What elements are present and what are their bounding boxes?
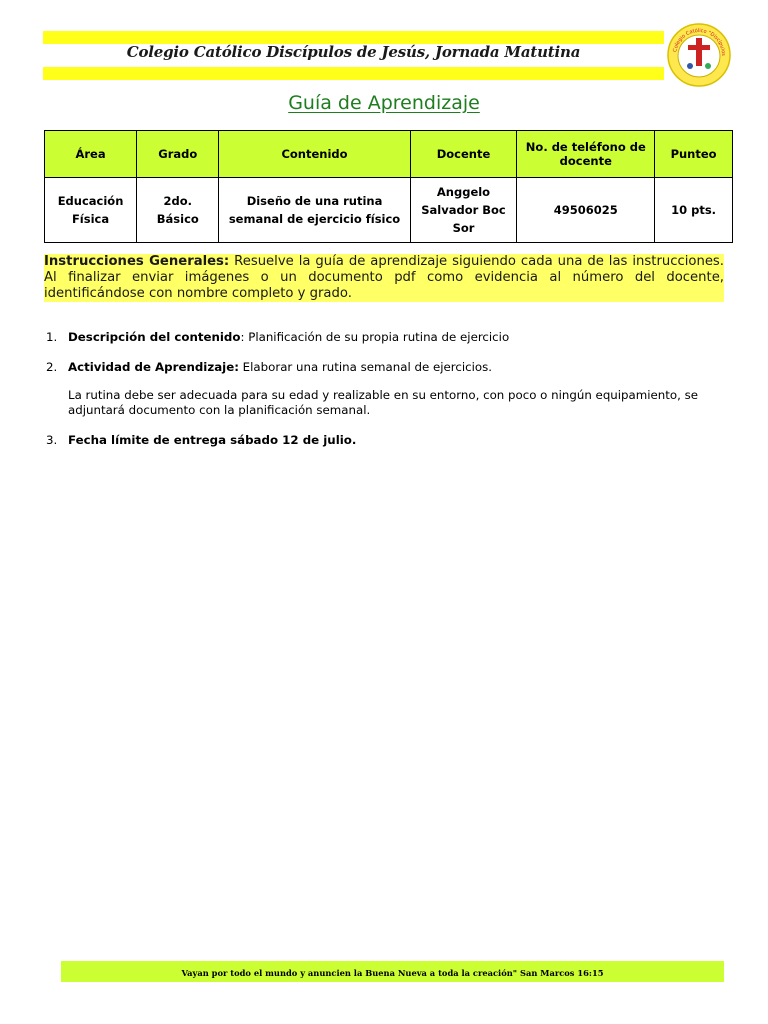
header-punteo: Punteo xyxy=(655,131,733,178)
item-paragraph: La rutina debe ser adecuada para su edad y realizable en su entorno, con poco o ningún equipamiento, se adjuntará documento con la planificación semanal. xyxy=(68,388,699,417)
table-header-row xyxy=(45,131,733,178)
logo-text: Colegio Católico "Discípulos xyxy=(672,27,727,56)
header-docente: Docente xyxy=(410,131,517,178)
item-number: 2. xyxy=(46,360,58,374)
item-number: 1. xyxy=(46,330,58,344)
cell-grado: 2do. Básico xyxy=(137,178,219,243)
item-text: : Planificación de su propia rutina de ejercicio xyxy=(240,330,510,344)
item-label: Descripción del contenido xyxy=(68,330,241,344)
cell-telefono: 49506025 xyxy=(517,178,655,243)
instructions-label: Instrucciones Generales: xyxy=(44,254,230,269)
general-instructions xyxy=(44,254,724,302)
header-band xyxy=(43,31,664,80)
cell-contenido: Diseño de una rutina semanal de ejercicio físico xyxy=(219,178,410,243)
header-stripe-bottom xyxy=(43,67,664,80)
footer-band xyxy=(61,961,724,982)
page-title-text: Guía de Aprendizaje xyxy=(288,92,480,114)
instructions-text: Resuelve la guía de aprendizaje siguiendo cada una de las instrucciones. Al finalizar enviar imágenes o un documento pdf como evidencia al número del docente, identificándose con nombre completo y grado. xyxy=(44,254,724,301)
item-text: Elaborar una rutina semanal de ejercicios. xyxy=(238,360,493,374)
school-logo xyxy=(666,22,732,88)
cell-area: Educación Física xyxy=(45,178,137,243)
cell-docente: Anggelo Salvador Boc Sor xyxy=(410,178,517,243)
footer-quote: Vayan por todo el mundo y anuncien la Buena Nueva a toda la creación" San Marcos 16:15 xyxy=(181,968,604,978)
cell-punteo: 10 pts. xyxy=(655,178,733,243)
info-table xyxy=(44,130,733,243)
table-row xyxy=(45,178,733,243)
item-number: 3. xyxy=(46,433,58,447)
header-grado: Grado xyxy=(137,131,219,178)
page-title xyxy=(0,92,768,114)
item-label: Actividad de Aprendizaje: xyxy=(68,360,239,374)
item-label: Fecha límite de entrega sábado 12 de julio. xyxy=(68,433,357,447)
school-name: Colegio Católico Discípulos de Jesús, Jornada Matutina xyxy=(126,43,581,61)
header-area: Área xyxy=(45,131,137,178)
header-telefono: No. de teléfono de docente xyxy=(517,131,655,178)
header-contenido: Contenido xyxy=(219,131,410,178)
